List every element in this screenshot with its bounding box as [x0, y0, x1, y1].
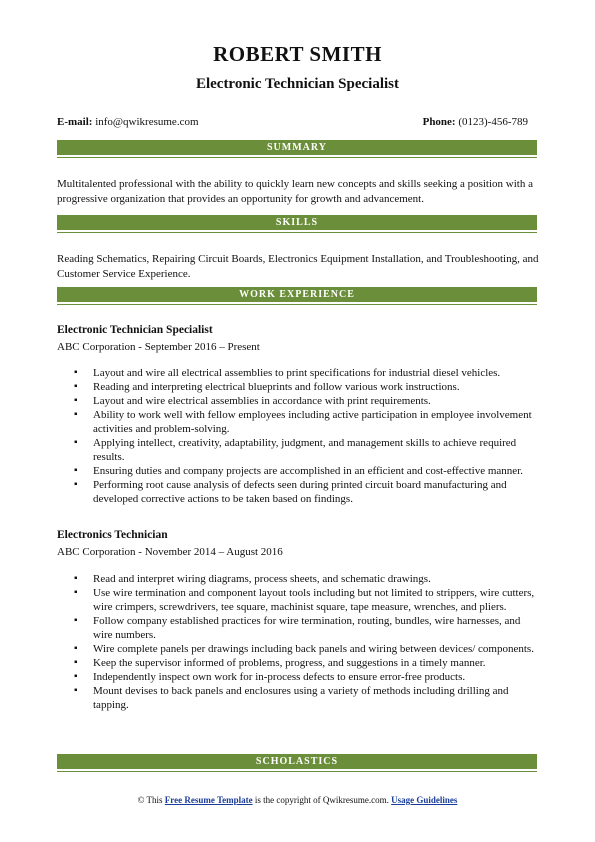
summary-text: Multitalented professional with the ability to quickly learn new concepts and skills seeking a position with a progressive organization that provides an opportunity for growth and advancement.	[57, 178, 533, 205]
candidate-name: ROBERT SMITH	[213, 42, 382, 66]
phone-value: (0123)-456-789	[458, 116, 528, 128]
list-item: ▪ Use wire termination and component layout tools including but not limited to strippers, wire cutters, wire crimpers, screwdrivers, tee square, machinist square, tape measure, wrenches, and pliers.	[93, 586, 541, 614]
copyright-footer	[0, 795, 595, 805]
list-item: ▪ Wire complete panels per drawings including back panels and wiring between devices/ components.	[93, 642, 541, 656]
email-row	[57, 116, 199, 128]
section-header-skills: SKILLS	[57, 215, 537, 230]
email-value: info@qwikresume.com	[95, 116, 199, 128]
job-1-company-dates: ABC Corporation - September 2016 – Present	[57, 341, 260, 353]
phone-label: Phone:	[422, 116, 456, 128]
job-1-duties	[57, 366, 541, 506]
skills-text: Reading Schematics, Repairing Circuit Boards, Electronics Equipment Installation, and Troubleshooting, and Customer Service Experience.	[57, 253, 539, 280]
job-title: Electronic Technician Specialist	[195, 76, 400, 92]
list-item: ▪ Ability to work well with fellow employees including active participation in employee involvement activities and problem-solving.	[93, 408, 541, 436]
phone-row	[423, 116, 528, 128]
footer-prefix: © This	[137, 795, 165, 805]
list-item: ▪ Reading and interpreting electrical blueprints and follow various work instructions.	[93, 380, 541, 394]
list-item: ▪ Ensuring duties and company projects are accomplished in an efficient and cost-effective manner.	[93, 464, 541, 478]
list-item: ▪ Layout and wire electrical assemblies in accordance with print requirements.	[93, 394, 541, 408]
list-item: ▪ Layout and wire all electrical assemblies to print specifications for industrial diesel vehicles.	[93, 366, 541, 380]
job-2-company-dates: ABC Corporation - November 2014 – August 2016	[57, 546, 283, 558]
section-header-work-experience: WORK EXPERIENCE	[57, 287, 537, 302]
list-item: ▪ Performing root cause analysis of defects seen during printed circuit board manufacturing and developed corrective actions to be taken based on findings.	[93, 478, 541, 506]
usage-guidelines-link[interactable]: Usage Guidelines	[391, 795, 458, 805]
list-item: ▪ Follow company established practices for wire termination, routing, bundles, wire harnesses, and wire numbers.	[93, 614, 541, 642]
job-1-title: Electronic Technician Specialist	[57, 324, 213, 336]
section-header-summary: SUMMARY	[57, 140, 537, 155]
list-item: ▪ Read and interpret wiring diagrams, process sheets, and schematic drawings.	[93, 572, 541, 586]
job-2-title: Electronics Technician	[57, 529, 168, 541]
footer-middle: is the copyright of Qwikresume.com.	[252, 795, 392, 805]
email-label: E-mail:	[57, 116, 93, 128]
job-2-duties	[57, 572, 541, 712]
free-resume-template-link[interactable]: Free Resume Template	[164, 795, 253, 805]
list-item: ▪ Applying intellect, creativity, adaptability, judgment, and management skills to achieve required results.	[93, 436, 541, 464]
list-item: ▪ Keep the supervisor informed of problems, progress, and suggestions in a timely manner.	[93, 656, 541, 670]
section-header-scholastics: SCHOLASTICS	[57, 754, 537, 769]
list-item: ▪ Mount devises to back panels and enclosures using a variety of methods including drilling and tapping.	[93, 684, 541, 712]
list-item: ▪ Independently inspect own work for in-process defects to ensure error-free products.	[93, 670, 541, 684]
